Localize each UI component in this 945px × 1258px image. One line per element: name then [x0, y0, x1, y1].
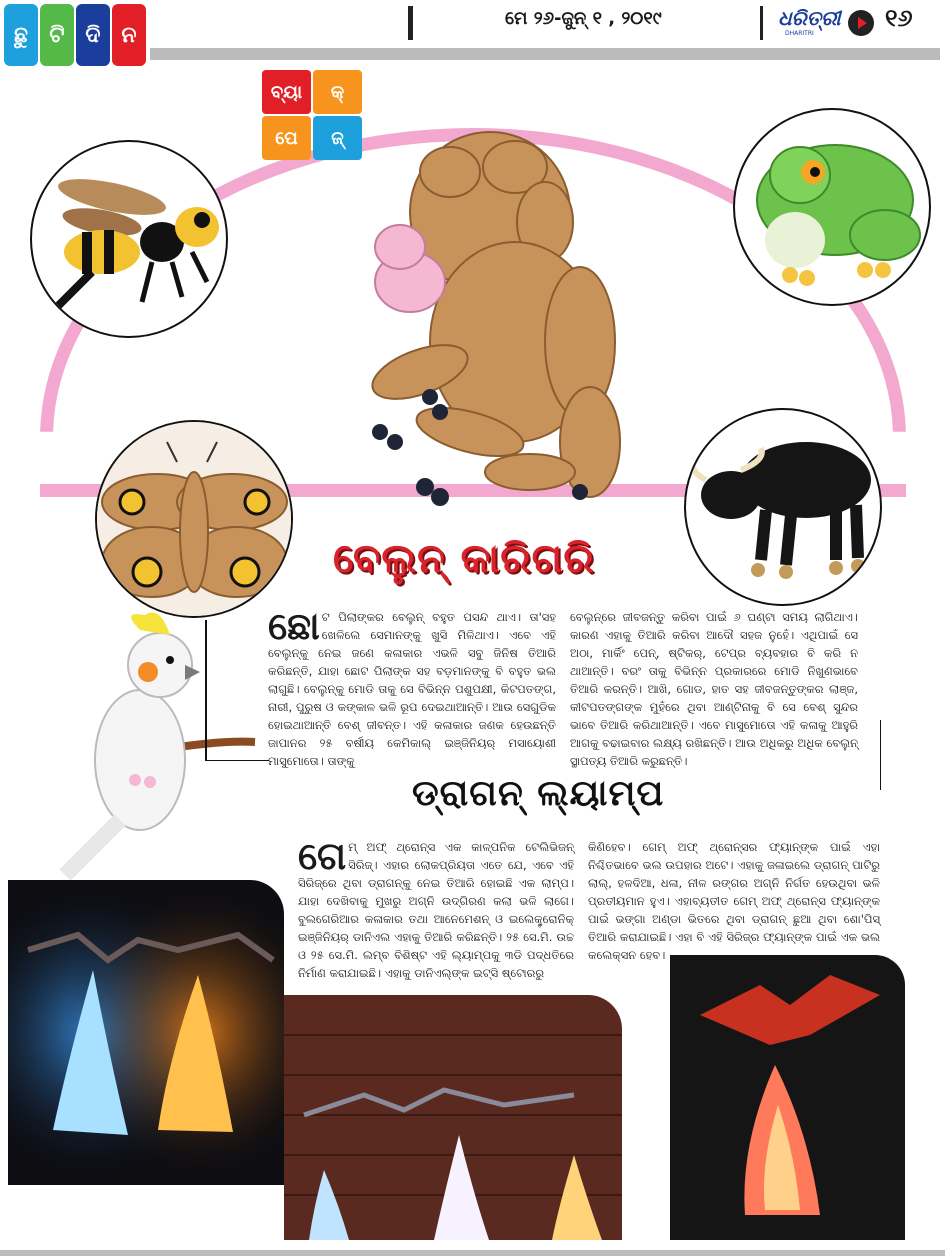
article2-dropcap: ଗେ — [298, 834, 347, 878]
header-rule — [150, 48, 940, 60]
masthead-letter-3: ଦି — [76, 4, 110, 66]
article1-col2: ବେଲୁନ୍‌ରେ ଜୀବଜନ୍ତୁ କରିବା ପାଇଁ ୬ ଘଣ୍ଟା ସମୟ ଲାଗିଥାଏ। କାରଣ ଏହାକୁ ତିଆରି କରିବା ଆଦୌ ସହଜ ନୁହେଁ। ଏଥିପାଇଁ ସେ ଅଠା, ମାର୍କିଂ ପେନ୍, ଷ୍ଟିକର୍, ଟେପ୍‌ର ବ୍ୟବହାର ବି କରି ନ ଥାଆନ୍ତି। ବରଂ ତାକୁ ବିଭିନ୍ନ ପ୍ରକାରରେ ମୋଡି ନିଖୁଣଭାବେ ତିଆରି କରନ୍ତି। ଆଖି, ଗୋଡ, ହାତ ସହ ଜୀବଜନ୍ତୁଙ୍କର ଲାଞ୍ଜ, କୀଟପତଙ୍ଗଙ୍କ ମୁହଁରେ ଥିବା ଆଣ୍ଟିନାକୁ ବି ସେ ବେଶ୍ ସୁନ୍ଦର ଭାବେ ତିଆରି କରିଥାଆନ୍ତି। ଏବେ ମାସୁମୋତୋ ଏହି କଳାକୁ ଆହୁରି ଆଗକୁ ବଢାଇବାର ଲକ୍ଷ୍ୟ ରଖିଛନ୍ତି। ଆଉ ଅଧିକରୁ ଅଧିକ ବେଲୁନ୍ ସ୍ଥାପତ୍ୟ ତିଆରି କରୁଛନ୍ତି। — [570, 610, 858, 768]
logo-cell-3: ପେ — [262, 116, 311, 160]
frog-balloon-icon — [735, 110, 929, 304]
article1-dropcap: ଛୋ — [268, 604, 320, 648]
dragon-lamp-photo-3 — [670, 955, 905, 1240]
logo-cell-4: ଜ୍ — [313, 116, 362, 160]
article2-col1 — [298, 834, 574, 982]
bee-image — [30, 140, 228, 338]
article1-title: ବେଲୁନ୍ କାରିଗରି — [333, 536, 595, 582]
frog-image — [733, 108, 931, 306]
dragon-lamp-photo-2 — [284, 995, 622, 1240]
section-masthead — [4, 4, 146, 66]
cockatoo-balloon-icon — [40, 610, 260, 880]
article1-col1 — [268, 604, 556, 770]
moth-image — [95, 420, 293, 618]
page-number: ୧୬ — [885, 4, 913, 32]
masthead-letter-4: ନ — [112, 4, 146, 66]
masthead-letter-2: ଟି — [40, 4, 74, 66]
bee-balloon-icon — [32, 142, 226, 336]
moth-balloon-icon — [97, 422, 291, 616]
article1-col1-text: ଟ ପିଲାଙ୍କର ବେଲୁନ୍ ବହୁତ ପସନ୍ଦ ଥାଏ। ତା'ସହ ଖେଳିଲେ ସେମାନଙ୍କୁ ଖୁସି ମିଳିଥାଏ। ଏବେ ଏହି ବେଲୁନ୍‌କୁ ନେଇ ଜଣେ କଳାକାର ଏଭଳି ସବୁ ଜିନିଷ ତିଆରି କରିଛନ୍ତି, ଯାହା ଛୋଟ ପିଲାଙ୍କ ସହ ବଡ଼ମାନଙ୍କୁ ବି ବହୁତ ଭଲ ଲାଗୁଛି। ବେଲୁନ୍‌କୁ ମୋଡି ତାକୁ ସେ ବିଭିନ୍ନ ପଶୁପକ୍ଷୀ, କିଟପତଙ୍ଗ, ନାରୀ, ପୁରୁଷ ଓ କଙ୍କାଳ ଭଳି ରୂପ ଦେଇଥାଆନ୍ତି। ଆଉ ସେଗୁଡିକ ହୋଇଥାଆନ୍ତି ବେଶ୍ ଜୀବନ୍ତ। ଏହି କଳାକାର ଜଣକ ହେଉଛନ୍ତି ଜାପାନର ୨୫ ବର୍ଷୀୟ କେମିକାଲ୍ ଇଞ୍ଜିନିୟର୍ ମସାୟୋଶୀ ମାସୁମୋତୋ। ତାଙ୍କୁ — [268, 610, 556, 768]
dragon-lamp-red-icon — [670, 955, 905, 1240]
monkey-balloon-icon — [340, 112, 650, 512]
article2-col2: କିଣିହେବ। ଗେମ୍ ଅଫ୍ ଥ୍ରୋନ୍ସର ଫ୍ୟାନ୍‌ଙ୍କ ପାଇଁ ଏହା ନିଶ୍ଚିତଭାବେ ଭଲ ଉପହାର ଅଟେ। ଏହାକୁ ଜଳାଇଲେ ଡ୍ରାଗନ୍ ପାଟିରୁ ଲାଲ୍, ହଳଦିଆ, ଧଳା, ନୀଳ ରଙ୍ଗର ଅଗ୍ନି ନିର୍ଗତ ହେଉଥିବା ଭଳି ପ୍ରତୀୟମାନ ହୁଏ। ଏହାବ୍ୟତୀତ ଗେମ୍ ଅଫ୍ ଥ୍ରୋନ୍ସ ଫ୍ୟାନ୍‌ଙ୍କ ପାଇଁ ଭଙ୍ଗା ଅଣ୍ଡା ଭିତରେ ଥିବା ଡ୍ରାଗନ୍ ଛୁଆ ଥିବା ଶୋ'ପିସ୍ ତିଆରି କରାଯାଇଛି। ଏହା ବି ଏହି ସିରିଜ୍‌ର ଫ୍ୟାନ୍‌ଙ୍କ ପାଇଁ ଏକ ଭଲ କଲେକ୍ସନ ହେବ। — [588, 840, 880, 962]
masthead-letter-1: ଛୁ — [4, 4, 38, 66]
dragon-lamp-pair-icon — [8, 880, 284, 1185]
dragon-lamp-brick-icon — [284, 995, 622, 1240]
brand-logo-sub: DHARITRI — [785, 30, 814, 37]
footer-rule — [0, 1250, 945, 1256]
logo-cell-2: କ୍ — [313, 70, 362, 114]
article1-bottom-rule-left — [205, 760, 269, 761]
header-divider — [408, 6, 413, 40]
dragon-lamp-photo-1 — [8, 880, 284, 1185]
header-divider-2 — [760, 6, 763, 40]
article2-title: ଡ୍ରାଗନ୍ ଲ୍ୟାମ୍ପ — [412, 773, 665, 814]
article2-col1-text: ମ୍ ଅଫ୍ ଥ୍ରୋନ୍ସ ଏକ କାଳ୍ପନିକ ଟେଲିଭିଜନ୍ ସିରିଜ୍। ଏହାର ଲୋକପ୍ରିୟତା ଏତେ ଯେ, ଏବେ ଏହି ସିରିଜ୍‌ରେ ଥିବା ଡ୍ରାଗନ୍‌କୁ ନେଇ ତିଆରି ହୋଇଛି ଏକ ଲାମ୍ପ। ଯାହା ଦେଖିବାକୁ ମୁଖରୁ ଅଗ୍ନି ଉଦ୍‌ଗିରଣ କଲା ଭଳି ଲାଗେ। ବୁଲଗେରିଆର କଳାକାର ତଥା ଆନେମେଶନ୍ ଓ ଇଲେକ୍ଟ୍ରୋନିକ୍ ଇଞ୍ଜିନିୟର୍ ଡାନିଏଲ ଏହାକୁ ତିଆରି କରିଛନ୍ତି। ୨୫ ସେ.ମି. ଉଚ୍ଚ ଓ ୨୫ ସେ.ମି. ଲମ୍ବ ବିଶିଷ୍ଟ ଏହି ଲ୍ୟାମ୍ପକୁ ୩ଡି ପଦ୍ଧତିରେ ନିର୍ମାଣ କରାଯାଇଛି। ଏହାକୁ ଡାନିଏଲ୍‌ଙ୍କ ଇଟ୍‌ସି ଷ୍ଟୋରରୁ — [298, 840, 574, 980]
bull-balloon-icon — [686, 410, 880, 604]
issue-date: ମେ ୨୬-ଜୁନ୍ ୧ , ୨୦୧୯ — [505, 8, 662, 29]
play-icon — [848, 10, 874, 36]
logo-cell-1: ବ୍ୟା — [262, 70, 311, 114]
brand-logo: ଧରିତ୍ରୀ — [778, 6, 841, 30]
article1-right-rule — [880, 720, 881, 790]
article1-left-rule — [205, 620, 207, 760]
bull-image — [684, 408, 882, 606]
